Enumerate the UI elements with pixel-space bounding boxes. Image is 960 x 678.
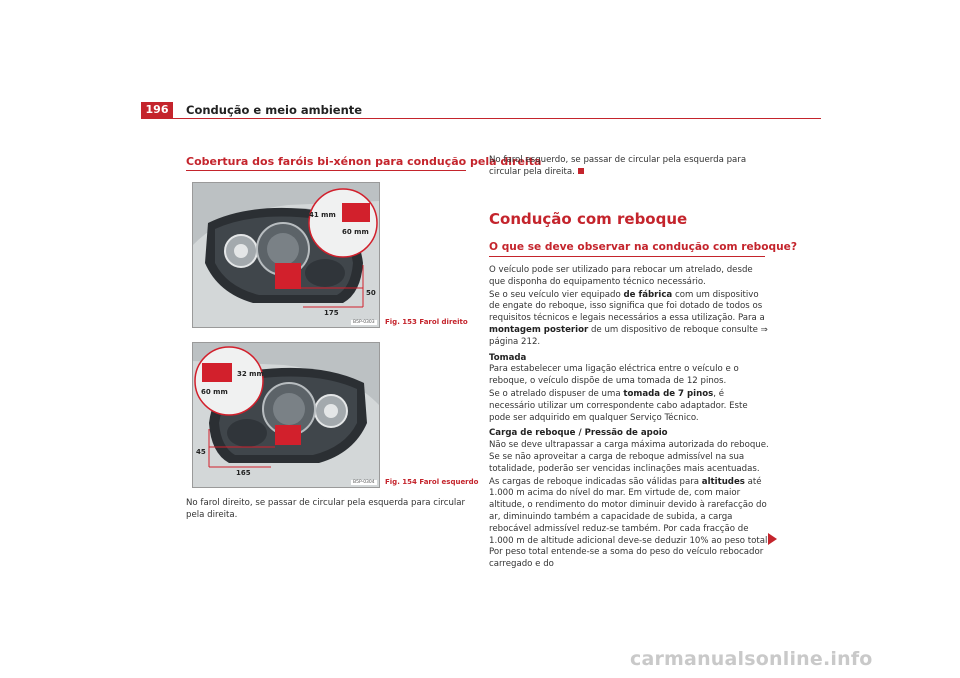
next-page-arrow-icon[interactable] [768, 533, 777, 545]
subheading-socket: Tomada [489, 352, 527, 363]
paragraph-socket: Para estabelecer uma ligação eléctrica entre o veículo e o reboque, o veículo dispõe de uma tomada de 12 pinos. [489, 364, 739, 387]
dim-label-width: 60 mm [342, 228, 369, 236]
dim-label-height-top: 41 mm [309, 211, 336, 219]
bold-run: montagem posterior [489, 324, 589, 335]
header-rule [141, 118, 821, 119]
paragraph-text: No farol esquerdo, se passar de circular pela esquerda para circular pela direita. [489, 155, 747, 177]
section-title-headlight-cover: Cobertura dos faróis bi-xénon para condução pela direita [186, 155, 542, 168]
dim-label-horizontal: 175 [324, 309, 339, 317]
figure-right-headlight [192, 182, 380, 328]
text-run: Se o seu veículo vier equipado [489, 289, 624, 300]
text-run: , é necessário utilizar um correspondente cabo adaptador. Este pode ser adquirido em qualquer Serviço Técnico. [489, 388, 748, 423]
text-run: até 1.000 m acima do nível do mar. Em virtude de, com maior altitude, o rendimento do motor diminuir devido à rarefacção do ar, diminuindo também a capacidade de subida, a carga rebocável admissível reduz-se também. Por cada fracção de 1.000 m de altitude adicional deve-se deduzir 10% ao peso total. Por peso total entende-se a soma do peso do veículo rebocador carregado e do [489, 476, 771, 570]
dim-label-horizontal: 165 [236, 469, 251, 477]
paragraph-adapter [489, 389, 771, 424]
dim-label-width: 60 mm [201, 388, 228, 396]
figure-caption: Fig. 153 Farol direito [385, 318, 468, 326]
towing-body [489, 265, 771, 571]
text-run: com um dispositivo de engate do reboque, isso significa que foi dotado de todos os requisitos técnicos e legais necessários a essa utilização. Para a [489, 289, 765, 324]
dim-label-vertical: 50 [366, 289, 376, 297]
watermark: carmanualsonline.info [630, 648, 873, 670]
chapter-title: Condução com reboque [489, 210, 688, 228]
figure-left-headlight [192, 342, 380, 488]
left-headlight-paragraph [489, 155, 759, 179]
figure-code: B5P-0303 [353, 320, 375, 325]
bold-run: de fábrica [623, 289, 673, 300]
dim-label-height-top: 32 mm [237, 370, 264, 378]
text-run: de um dispositivo de reboque consulte ⇒ página 212. [489, 324, 768, 347]
section-rule [489, 256, 765, 257]
page-number: 196 [141, 102, 173, 118]
figure-caption: Fig. 154 Farol esquerdo [385, 478, 479, 486]
section-title-towing: O que se deve observar na condução com reboque? [489, 241, 797, 253]
subheading-trailer-load: Carga de reboque / Pressão de apoio [489, 428, 668, 439]
paragraph-max-load: Não se deve ultrapassar a carga máxima autorizada do reboque. Se se não aproveitar a carga de reboque admissível na sua totalidade, poderão ser vencidas inclinações mais acentuadas. [489, 440, 769, 474]
text-run: As cargas de reboque indicadas são válidas para [489, 476, 702, 487]
paragraph-altitude [489, 477, 771, 571]
dim-label-vertical: 45 [196, 448, 206, 456]
section-rule [186, 170, 466, 171]
right-headlight-paragraph: No farol direito, se passar de circular pela esquerda para circular pela direita. [186, 498, 466, 520]
text-run: Se o atrelado dispuser de uma [489, 388, 624, 399]
paragraph-equipment: O veículo pode ser utilizado para rebocar um atrelado, desde que disponha do equipamento técnico necessário. [489, 265, 753, 287]
paragraph-factory-fitted [489, 290, 771, 349]
end-of-section-mark [578, 168, 584, 174]
bold-run: altitudes [701, 476, 745, 487]
bold-run: tomada de 7 pinos [623, 388, 714, 399]
page-header-title: Condução e meio ambiente [186, 103, 363, 117]
figure-code: B5P-0304 [353, 480, 375, 485]
